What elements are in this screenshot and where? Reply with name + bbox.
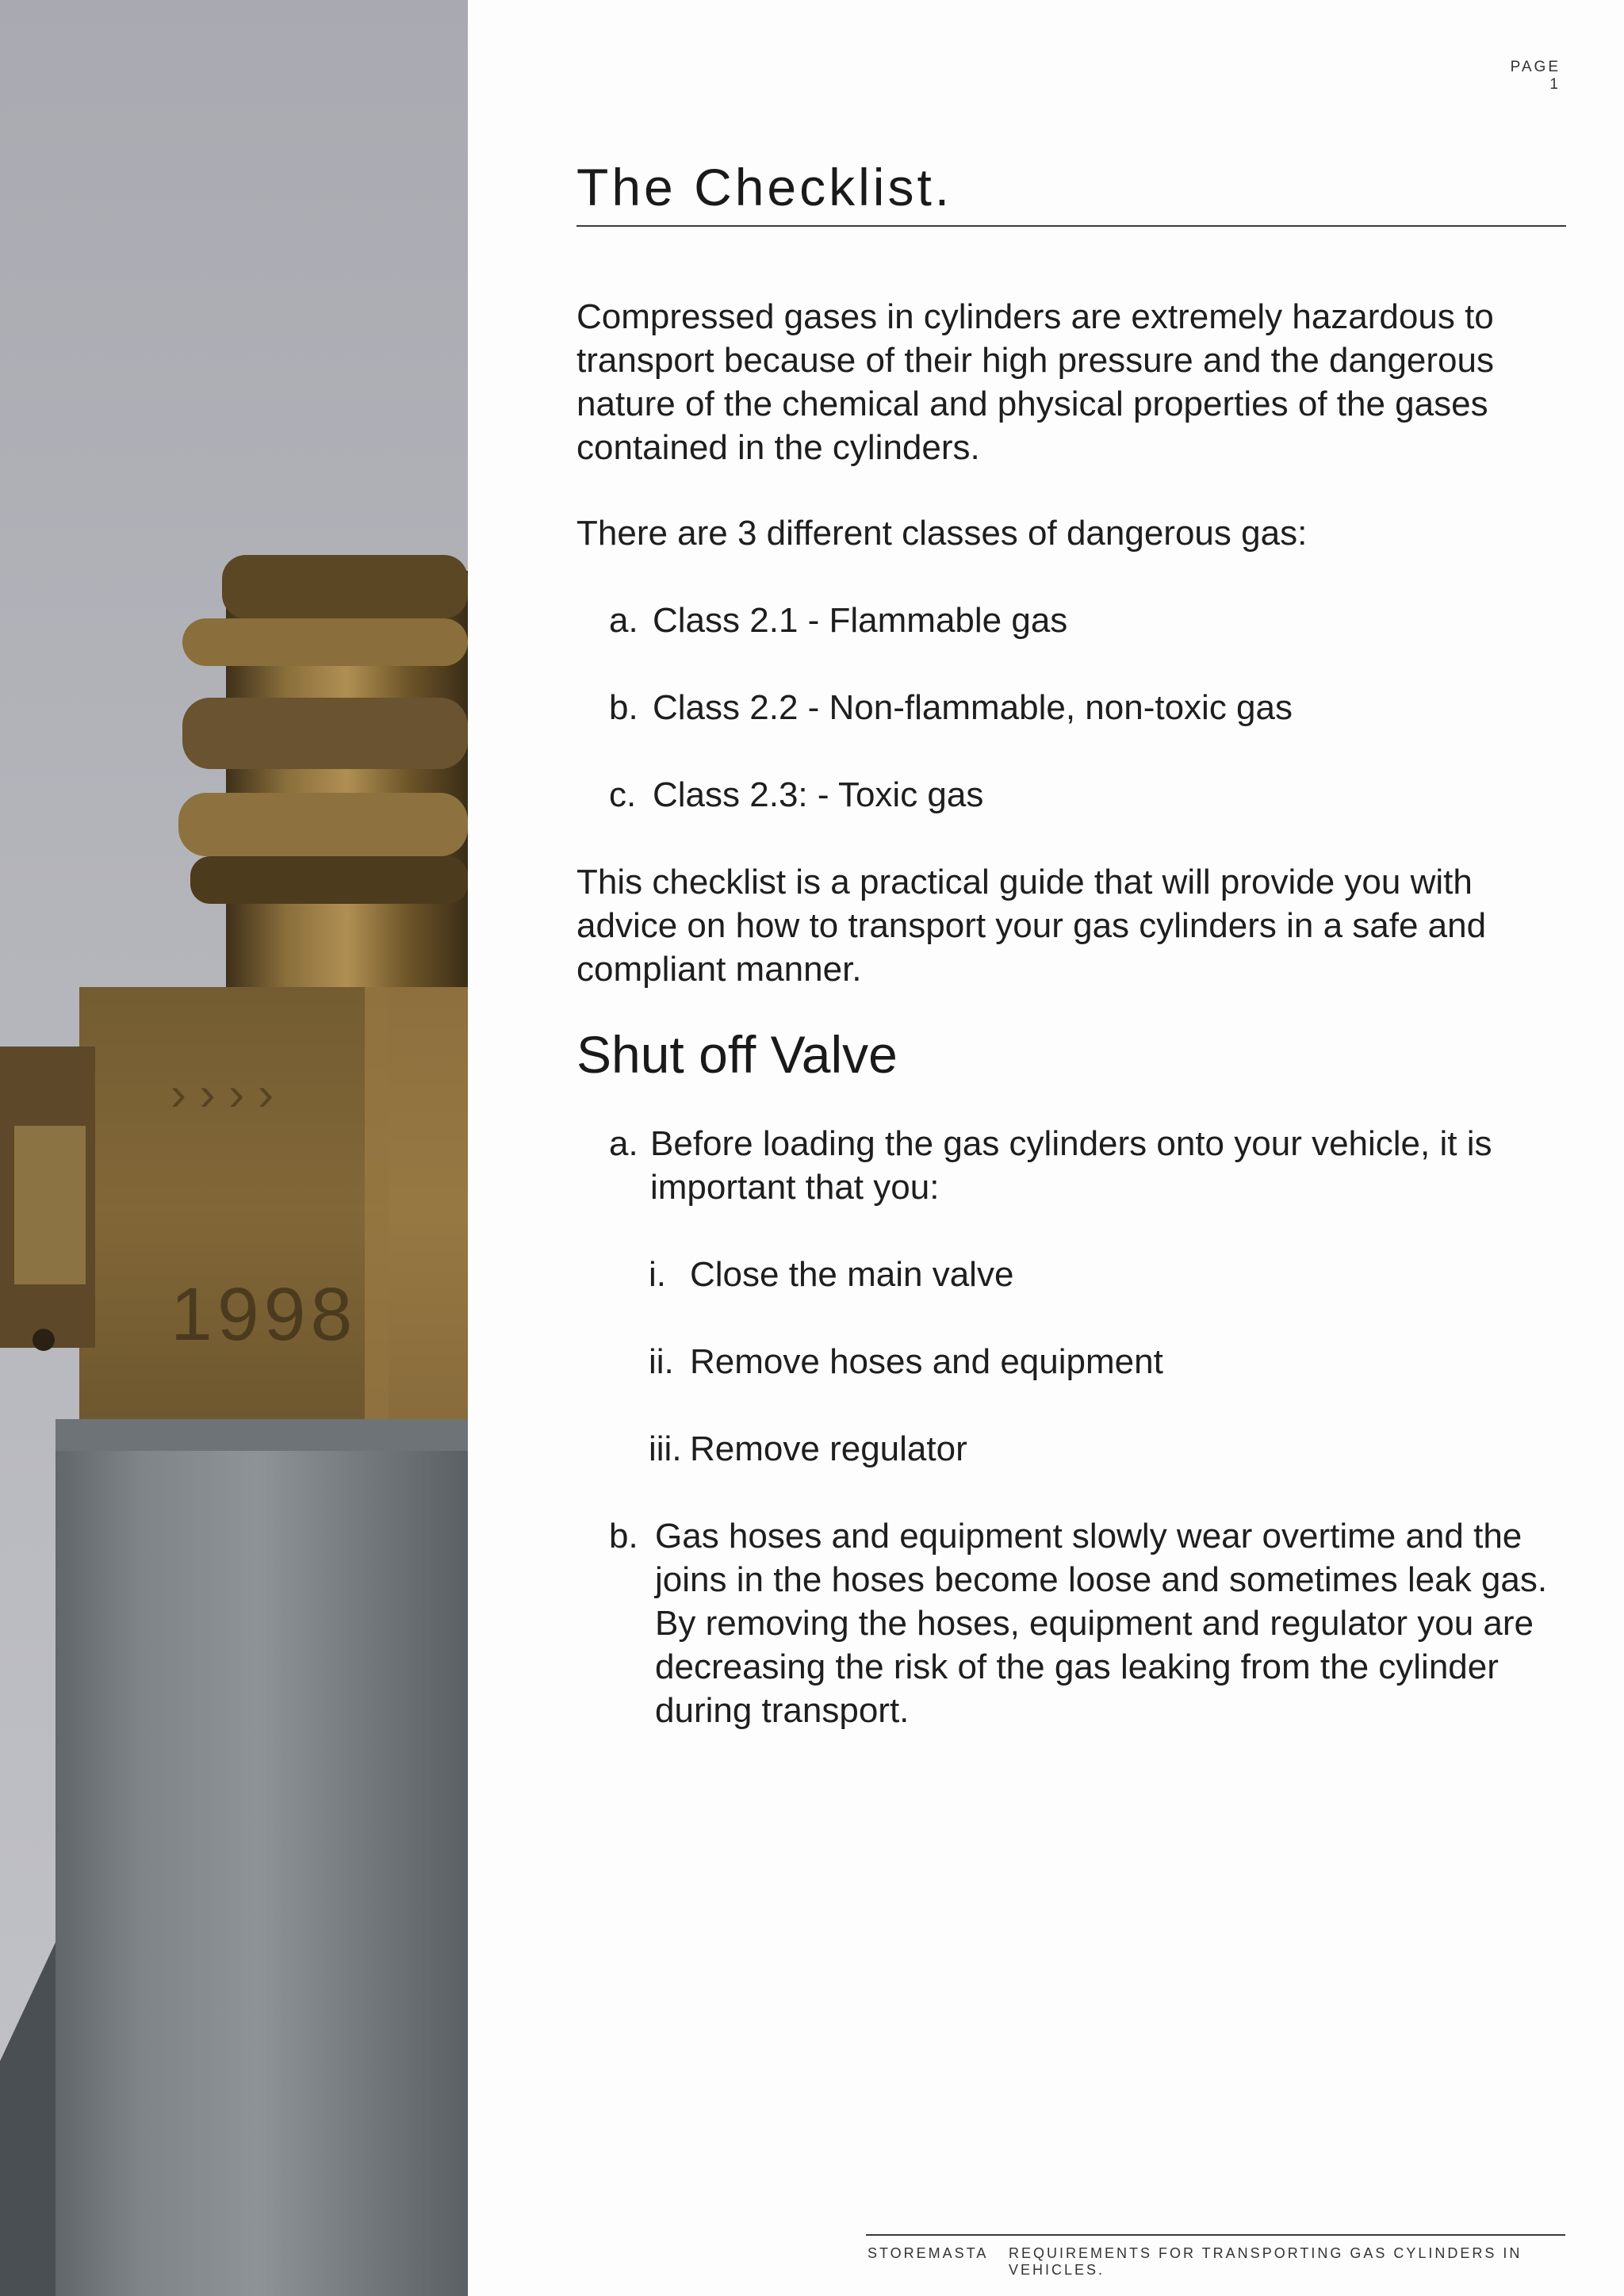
gas-cylinder-valve-illustration: [0, 0, 468, 2296]
sub-list-item: [649, 1427, 967, 1471]
list-marker: b.: [609, 688, 638, 727]
list-marker: a.: [609, 1124, 638, 1163]
guide-paragraph: This checklist is a practical guide that will provide you with advice on how to transport your gas cylinders in a safe and compliant manner.: [576, 863, 1487, 989]
list-marker: b.: [609, 1517, 638, 1556]
footer-document-title: REQUIREMENTS FOR TRANSPORTING GAS CYLINDERS IN VEHICLES.: [1009, 2245, 1522, 2278]
classes-intro: There are 3 different classes of dangerous gas:: [576, 514, 1308, 553]
page-number: PAGE 1: [1510, 59, 1561, 93]
list-marker: c.: [609, 775, 637, 814]
section-heading: Shut off Valve: [576, 1025, 898, 1084]
list-item-text: Class 2.3: - Toxic gas: [653, 775, 984, 814]
sub-list-item: [649, 1253, 1013, 1296]
list-item-text: Class 2.2 - Non-flammable, non-toxic gas: [653, 688, 1293, 727]
list-item: [609, 686, 1293, 729]
list-marker: iii.: [649, 1429, 682, 1468]
svg-text:› › › ›: › › › ›: [170, 1067, 274, 1120]
list-item-text: Remove regulator: [690, 1429, 967, 1468]
svg-text:1998: 1998: [170, 1272, 358, 1357]
list-item-text: Before loading the gas cylinders onto your vehicle, it is important that you:: [650, 1124, 1492, 1207]
list-item-text: Remove hoses and equipment: [690, 1342, 1163, 1381]
page-title: The Checklist.: [576, 158, 953, 216]
list-marker: i.: [649, 1255, 666, 1294]
title-divider: [576, 225, 1566, 227]
list-item: [609, 599, 1067, 642]
list-item-text: Close the main valve: [690, 1255, 1014, 1294]
cylinder-valve-photo: [0, 0, 468, 2296]
list-item-text: Gas hoses and equipment slowly wear overtime and the joins in the hoses become loose and sometimes leak gas. By removing the hoses, equipment and regulator you are decreasing the risk of the gas leaking from the cylinder during transport.: [655, 1517, 1548, 1730]
footer-brand: STOREMASTA: [868, 2245, 989, 2261]
sub-list-item: [649, 1340, 1163, 1383]
list-marker: a.: [609, 601, 638, 640]
list-marker: ii.: [649, 1342, 674, 1381]
footer-divider: [866, 2234, 1565, 2236]
list-item-text: Class 2.1 - Flammable gas: [653, 601, 1068, 640]
intro-paragraph: Compressed gases in cylinders are extremely hazardous to transport because of their high pressure and the dangerous nature of the chemical and physical properties of the gases contained in the cylinders.: [576, 297, 1494, 467]
list-item: [609, 773, 983, 817]
